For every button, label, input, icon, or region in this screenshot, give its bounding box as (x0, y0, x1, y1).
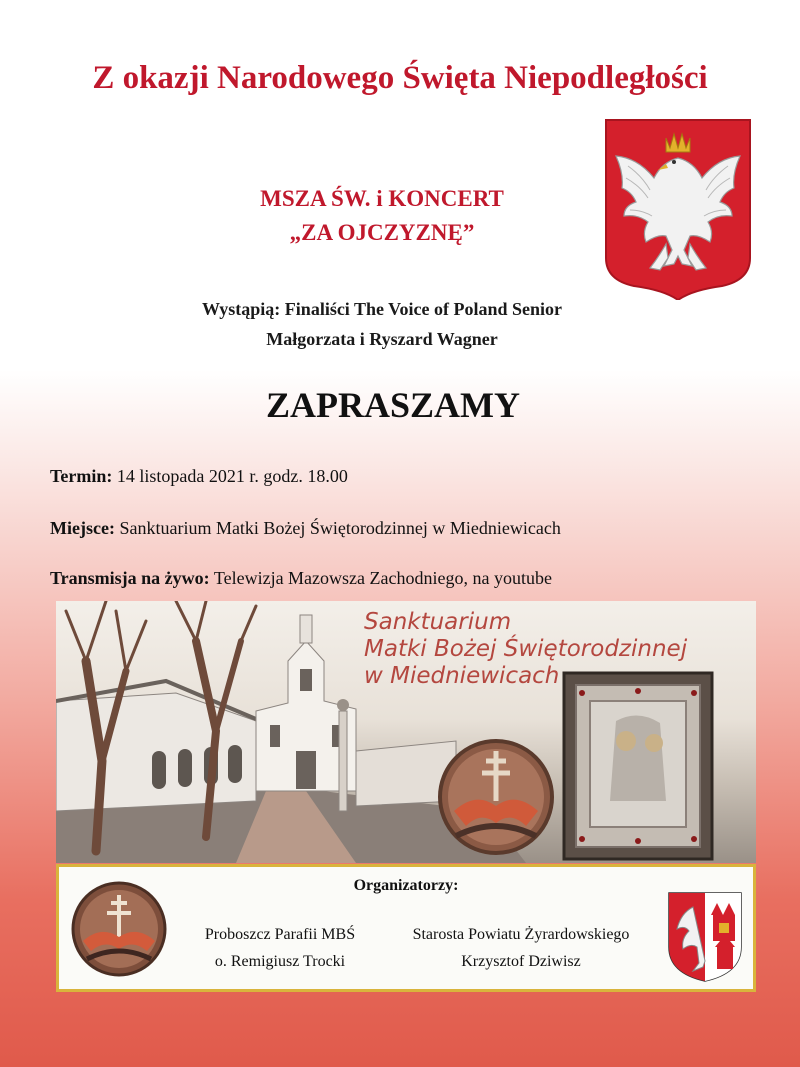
event-title (150, 182, 614, 250)
banner-caption-line-2: Matki Bożej Świętorodzinnej (364, 636, 688, 662)
date-value: 14 listopada 2021 r. godz. 18.00 (116, 466, 348, 486)
organizer-county-line-2: Krzysztof Dziwisz (461, 953, 581, 970)
stream-value: Telewizja Mazowsza Zachodniego, na youtube (213, 568, 552, 588)
organizer-parish-line-2: o. Remigiusz Trocki (214, 953, 346, 970)
organizer-county-line-1: Starosta Powiatu Żyrardowskiego (412, 926, 630, 943)
event-place-row (50, 518, 561, 539)
banner-caption-line-1: Sanktuarium (364, 609, 512, 635)
place-value: Sanktuarium Matki Bożej Świętorodzinnej w Miedniewicach (119, 518, 561, 538)
organizer-county (379, 921, 663, 975)
organizers-box (56, 864, 756, 992)
page-title: Z okazji Narodowego Święta Niepodległości (92, 60, 708, 96)
polish-eagle-emblem-icon (602, 118, 754, 300)
banner-caption-line-3: w Miedniewicach (364, 663, 560, 689)
event-date-row (50, 466, 348, 487)
organizer-parish (175, 921, 385, 975)
cross-medallion-icon (69, 879, 169, 979)
event-title-line-2: „ZA OJCZYZNĘ” (289, 220, 475, 245)
performers-line-1: Wystąpią: Finaliści The Voice of Poland Senior (201, 299, 563, 319)
sanctuary-photo-banner (56, 601, 756, 863)
invitation-heading: ZAPRASZAMY (265, 385, 520, 425)
date-label: Termin: (50, 466, 113, 486)
stream-label: Transmisja na żywo: (50, 568, 210, 588)
performers-line-2: Małgorzata i Ryszard Wagner (266, 329, 498, 349)
performers-block (100, 294, 664, 354)
event-title-line-1: MSZA ŚW. i KONCERT (260, 186, 504, 211)
banner-caption (364, 609, 694, 690)
organizer-parish-line-1: Proboszcz Parafii MBŚ (204, 926, 356, 943)
organizers-heading: Organizatorzy: (353, 877, 459, 894)
county-coat-of-arms-icon (667, 891, 743, 983)
place-label: Miejsce: (50, 518, 115, 538)
event-stream-row (50, 568, 552, 589)
